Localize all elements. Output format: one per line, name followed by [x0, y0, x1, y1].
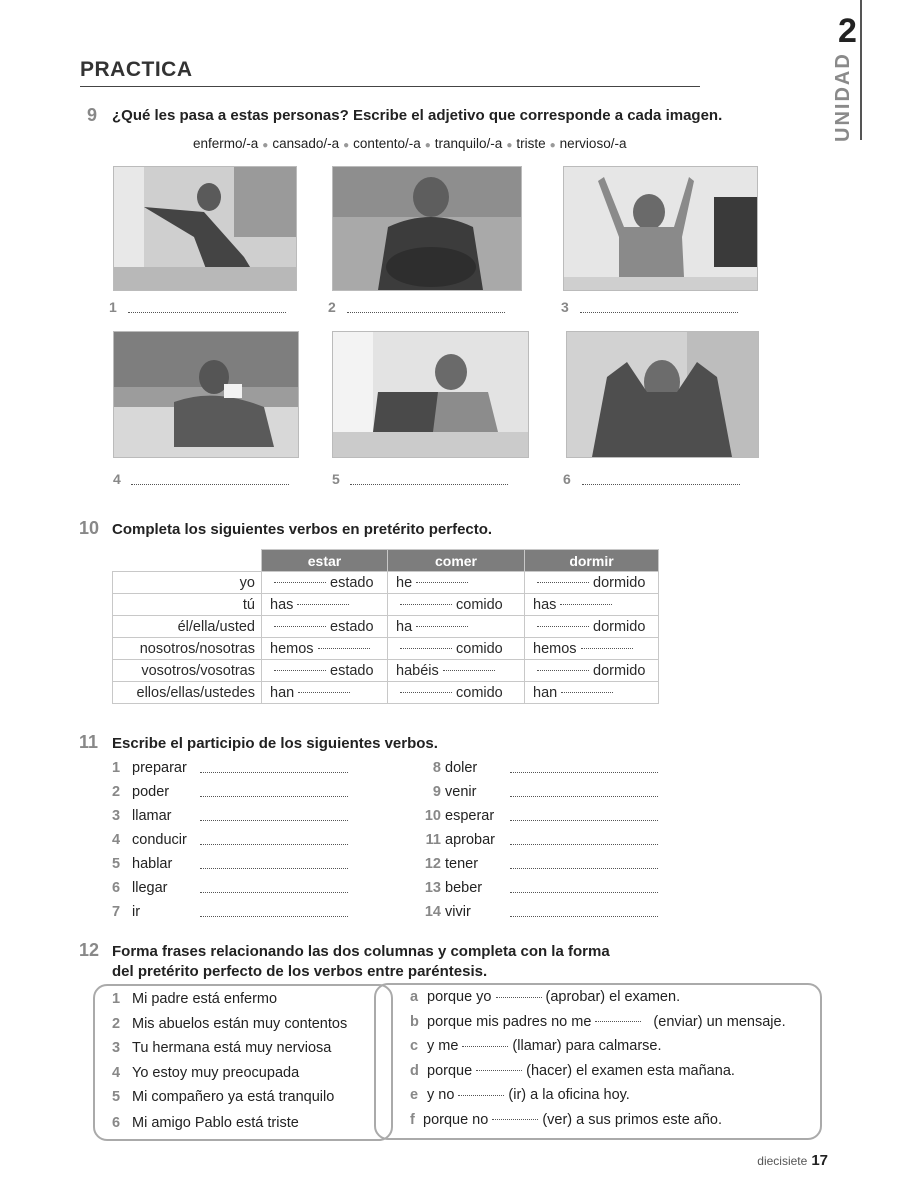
conjugation-cell[interactable]: estado	[262, 616, 388, 638]
conjugation-cell[interactable]: has	[525, 594, 659, 616]
item-number: 2	[328, 299, 336, 315]
item-number: 6	[563, 471, 571, 487]
verb-list-right	[412, 758, 672, 926]
photo-happy-woman	[563, 166, 758, 291]
list-item: 11 aprobar	[412, 830, 672, 854]
conjugation-cell[interactable]: has	[262, 594, 388, 616]
pronoun-cell: nosotros/nosotras	[113, 638, 262, 660]
list-item: 8 doler	[412, 758, 672, 782]
list-item[interactable]: d porque (hacer) el examen esta mañana.	[410, 1062, 735, 1079]
list-item: 9 venir	[412, 782, 672, 806]
table-row	[113, 638, 659, 660]
item-number: 1	[109, 299, 117, 315]
word-bank-item: triste	[516, 136, 546, 151]
answer-line[interactable]	[200, 796, 348, 797]
answer-line[interactable]	[510, 916, 658, 917]
column-header: dormir	[525, 550, 659, 572]
answer-line-6[interactable]	[582, 484, 740, 485]
conjugation-cell[interactable]: habéis	[388, 660, 525, 682]
answer-line[interactable]	[200, 772, 348, 773]
answer-line-1[interactable]	[128, 312, 286, 313]
pronoun-cell: tú	[113, 594, 262, 616]
photo-stressed-man	[332, 331, 529, 458]
list-item: 5 hablar	[112, 854, 372, 878]
answer-blank[interactable]	[492, 1119, 538, 1120]
item-number: 4	[113, 471, 121, 487]
list-item: 10 esperar	[412, 806, 672, 830]
item-number: 5	[332, 471, 340, 487]
match-right-list	[410, 987, 786, 1134]
exercise-11-number: 11	[79, 732, 99, 752]
pronoun-cell: él/ella/usted	[113, 616, 262, 638]
conjugation-cell[interactable]: hemos	[262, 638, 388, 660]
exercise-11-title: Escribe el participio de los siguientes verbos.	[112, 735, 438, 752]
exercise-9-title: ¿Qué les pasa a estas personas? Escribe el adjetivo que corresponde a cada imagen.	[112, 107, 723, 124]
answer-line[interactable]	[510, 868, 658, 869]
list-item: 13 beber	[412, 878, 672, 902]
answer-blank[interactable]	[595, 1021, 641, 1022]
list-item: 12 tener	[412, 854, 672, 878]
answer-line-2[interactable]	[347, 312, 505, 313]
exercise-9-number: 9	[87, 105, 98, 125]
verb-list-left	[112, 758, 372, 926]
answer-line[interactable]	[200, 844, 348, 845]
conjugation-cell[interactable]: estado	[262, 660, 388, 682]
list-item[interactable]: b porque mis padres no me (enviar) un mensaje.	[410, 1013, 786, 1030]
answer-blank[interactable]	[458, 1095, 504, 1096]
exercise-12-title	[112, 942, 610, 982]
answer-line[interactable]	[510, 772, 658, 773]
answer-line[interactable]	[510, 820, 658, 821]
conjugation-cell[interactable]: comido	[388, 638, 525, 660]
page-footer	[757, 1152, 828, 1169]
word-bank: enfermo/-a ● cansado/-a ● contento/-a ● tranquilo/-a ● triste ● nervioso/-a	[193, 136, 627, 151]
exercise-12-number: 12	[79, 940, 100, 960]
answer-line[interactable]	[510, 796, 658, 797]
conjugation-cell[interactable]: he	[388, 572, 525, 594]
photo-sad-woman	[332, 166, 522, 291]
answer-blank[interactable]	[496, 997, 542, 998]
list-item: 7 ir	[112, 902, 372, 926]
page-number-word: diecisiete	[757, 1154, 808, 1168]
photo-sick-man	[113, 331, 299, 458]
photo-relaxed-man	[566, 331, 759, 458]
list-item[interactable]: 5 Mi compañero ya está tranquilo	[112, 1089, 335, 1105]
list-item[interactable]: c y me (llamar) para calmarse.	[410, 1038, 662, 1054]
conjugation-cell[interactable]: han	[262, 682, 388, 704]
section-title: PRACTICA	[80, 58, 193, 81]
list-item[interactable]: 2 Mis abuelos están muy contentos	[112, 1015, 348, 1032]
conjugation-cell[interactable]: estado	[262, 572, 388, 594]
table-row	[113, 682, 659, 704]
answer-line-5[interactable]	[350, 484, 508, 485]
answer-line[interactable]	[200, 892, 348, 893]
photo-tired-runner	[113, 166, 297, 291]
conjugation-cell[interactable]: comido	[388, 594, 525, 616]
pronoun-cell: vosotros/vosotras	[113, 660, 262, 682]
answer-line-4[interactable]	[131, 484, 289, 485]
column-header: estar	[262, 550, 388, 572]
list-item[interactable]: f porque no (ver) a sus primos este año.	[410, 1111, 723, 1128]
table-row	[113, 572, 659, 594]
conjugation-cell[interactable]: dormido	[525, 572, 659, 594]
list-item[interactable]: e y no (ir) a la oficina hoy.	[410, 1087, 630, 1103]
conjugation-cell[interactable]: dormido	[525, 616, 659, 638]
answer-line-3[interactable]	[580, 312, 738, 313]
list-item: 1 preparar	[112, 758, 372, 782]
list-item: 2 poder	[112, 782, 372, 806]
list-item[interactable]: 6 Mi amigo Pablo está triste	[112, 1114, 299, 1131]
answer-line[interactable]	[510, 844, 658, 845]
answer-line[interactable]	[200, 868, 348, 869]
conjugation-cell[interactable]: comido	[388, 682, 525, 704]
list-item: 14 vivir	[412, 902, 672, 926]
list-item: 3 llamar	[112, 806, 372, 830]
list-item[interactable]: a porque yo (aprobar) el examen.	[410, 989, 681, 1005]
exercise-12-title-line: Forma frases relacionando las dos columnas y completa con la forma	[112, 943, 610, 960]
page-number: 17	[811, 1152, 828, 1169]
list-item: 4 conducir	[112, 830, 372, 854]
list-item[interactable]: 4 Yo estoy muy preocupada	[112, 1064, 300, 1081]
answer-line[interactable]	[200, 820, 348, 821]
section-rule	[80, 86, 700, 87]
unit-label-container	[826, 52, 866, 144]
pronoun-cell: yo	[113, 572, 262, 594]
table-row	[113, 616, 659, 638]
conjugation-cell[interactable]: han	[525, 682, 659, 704]
answer-line[interactable]	[200, 916, 348, 917]
conjugation-cell[interactable]: ha	[388, 616, 525, 638]
table-row	[113, 594, 659, 616]
word-bank-item: enfermo/-a	[193, 136, 259, 151]
exercise-10-number: 10	[79, 518, 100, 538]
answer-blank[interactable]	[462, 1046, 508, 1047]
word-bank-item: nervioso/-a	[559, 136, 627, 151]
list-item: 6 llegar	[112, 878, 372, 902]
answer-blank[interactable]	[476, 1070, 522, 1071]
exercise-12-title-line: del pretérito perfecto de los verbos entre paréntesis.	[112, 963, 488, 980]
exercise-10-title: Completa los siguientes verbos en pretérito perfecto.	[112, 521, 493, 538]
conjugation-table	[112, 549, 659, 704]
answer-line[interactable]	[510, 892, 658, 893]
unit-label: UNIDAD	[832, 52, 854, 142]
word-bank-item: tranquilo/-a	[434, 136, 503, 151]
unit-number: 2	[838, 12, 857, 50]
conjugation-cell[interactable]: dormido	[525, 660, 659, 682]
word-bank-item: cansado/-a	[272, 136, 340, 151]
list-item[interactable]: 1 Mi padre está enfermo	[112, 991, 278, 1007]
table-row	[113, 660, 659, 682]
column-header: comer	[388, 550, 525, 572]
pronoun-cell: ellos/ellas/ustedes	[113, 682, 262, 704]
conjugation-cell[interactable]: hemos	[525, 638, 659, 660]
item-number: 3	[561, 299, 569, 315]
match-left-list	[112, 989, 347, 1137]
word-bank-item: contento/-a	[353, 136, 421, 151]
list-item[interactable]: 3 Tu hermana está muy nerviosa	[112, 1040, 332, 1056]
